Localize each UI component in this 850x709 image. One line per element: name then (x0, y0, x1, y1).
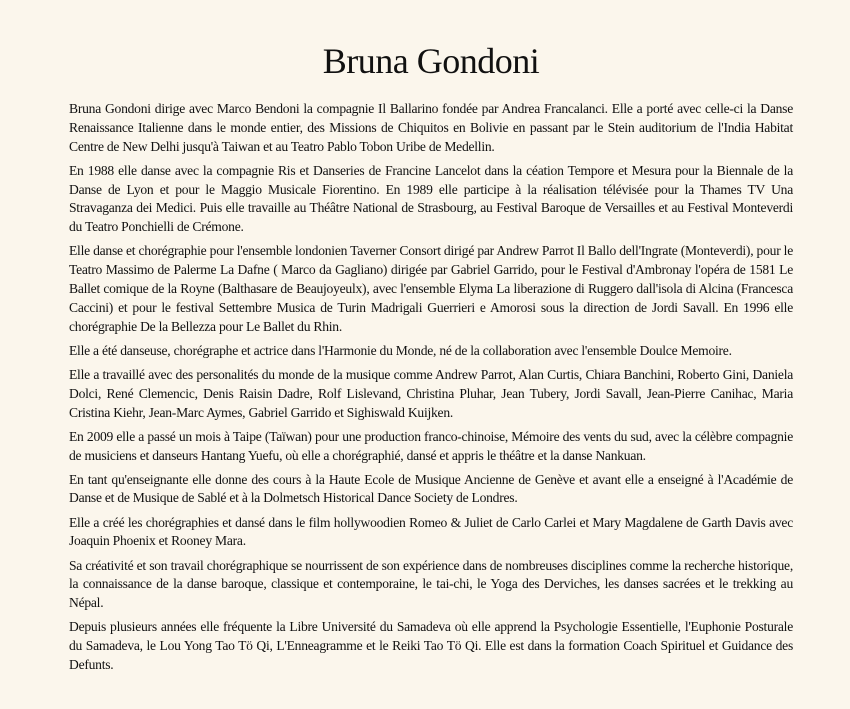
paragraph-creativity: Sa créativité et son travail chorégraphique se nourrissent de son expérience dans de nombreuses disciplines comme la recherche historique, la connaissance de la danse baroque, classique et contemporaine, le tai-chi, le Yoga des Derviches, les danses sacrées et le trekking au Népal. (69, 557, 793, 611)
paragraph-samadeva: Depuis plusieurs années elle fréquente la Libre Université du Samadeva où elle apprend la Psychologie Essentielle, l'Euphonie Posturale du Samadeva, le Lou Yong Tao Tö Qi, L'Enneagramme et le Reiki Tao Tö Qi. Elle est dans la formation Coach Spirituel et Guidance des Defunts. (69, 619, 793, 673)
paragraph-intro: Bruna Gondoni dirige avec Marco Bendoni la compagnie Il Ballarino fondée par Andrea Francalanci. Elle a porté avec celle-ci la Danse Renaissance Italienne dans le monde entier, des Missions de Chiquitos en Bolivie en passant par le Stein auditorium de l'India Habitat Centre de New Delhi jusqu'à Taiwan et au Teatro Pablo Tobon Uribe de Medellin. (69, 101, 793, 154)
paragraph-collaborations: Elle a travaillé avec des personalités du monde de la musique comme Andrew Parrot, Alan Curtis, Chiara Banchini, Roberto Gini, Daniela Dolci, René Clemencic, Denis Raisin Dadre, Rolf Lislevand, Christina Pluhar, Jean Tubery, Jordi Savall, Jean-Pierre Canihac, Maria Cristina Kiehr, Jean-Marc Aymes, Gabriel Garrido et Sighiswald Kuijken. (69, 366, 793, 420)
paragraph-1988: En 1988 elle danse avec la compagnie Ris et Danseries de Francine Lancelot dans la céation Tempore et Mesura pour la Biennale de la Danse de Lyon et pour le Maggio Musicale Fiorentino. En 1989 elle participe à la réalisation télévisée pour la Thames TV Una Stravaganza dei Medici. Puis elle travaille au Théâtre National de Strasbourg, au Festival Baroque de Versailles et au Festival Monteverdi du Teatro Ponchielli de Crémone. (69, 162, 793, 235)
paragraph-film: Elle a créé les chorégraphies et dansé dans le film hollywoodien Romeo & Juliet de Carlo Carlei et Mary Magdalene de Garth Davis avec Joaquin Phoenix et Rooney Mara. (69, 514, 793, 549)
paragraph-teaching: En tant qu'enseignante elle donne des cours à la Haute Ecole de Musique Ancienne de Genève et avant elle a enseigné à l'Académie de Danse et de Musique de Sablé et à la Dolmetsch Historical Dance Society de Londres. (69, 471, 793, 506)
paragraph-harmonie: Elle a été danseuse, chorégraphe et actrice dans l'Harmonie du Monde, né de la collaboration avec l'ensemble Doulce Memoire. (69, 342, 732, 358)
paragraph-choreography: Elle danse et chorégraphie pour l'ensemble londonien Taverner Consort dirigé par Andrew Parrot Il Ballo dell'Ingrate (Monteverdi), pour le Teatro Massimo de Palerme La Dafne ( Marco da Gagliano) dirigée par Gabriel Garrido, pour le Festival d'Ambronay l'opéra de 1581 Le Ballet comique de la Royne (Balthasare de Beaujoyeulx), avec l'ensemble Elyma La liberazione di Ruggero dall'isola di Alcina (Francesca Caccini) et pour le festival Settembre Musica de Turin Madrigali Guerrieri e Amorosi sous la direction de Jordi Savall. En 1996 elle chorégraphie De la Bellezza pour Le Ballet du Rhin. (69, 243, 793, 334)
page-title: Bruna Gondoni (322, 41, 540, 81)
paragraph-taiwan: En 2009 elle a passé un mois à Taipe (Taïwan) pour une production franco-chinoise, Mémoire des vents du sud, avec la célèbre compagnie de musiciens et danseurs Hantang Yuefu, où elle a chorégraphié, dansé et appris le théâtre et la danse Nankuan. (69, 428, 793, 463)
